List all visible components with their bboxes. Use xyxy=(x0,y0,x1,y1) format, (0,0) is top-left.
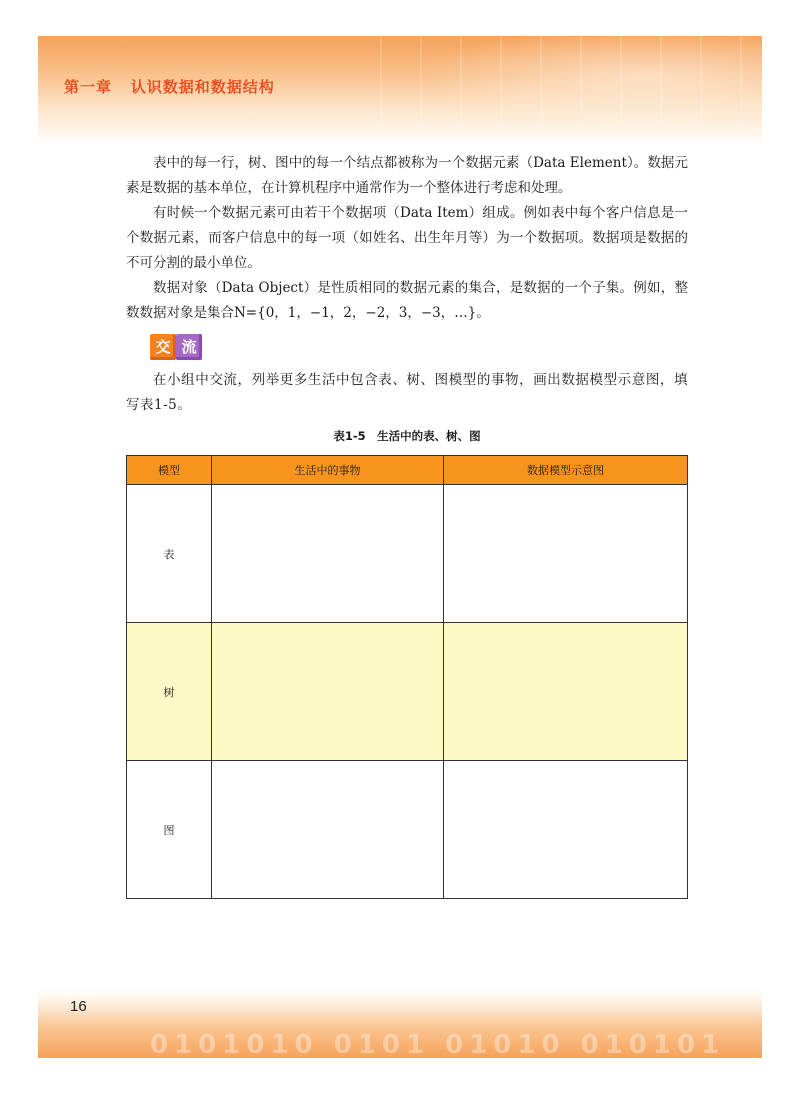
row-model-label: 图 xyxy=(127,761,212,899)
table-row xyxy=(127,761,688,899)
header-decoration xyxy=(380,36,762,136)
exchange-badge xyxy=(150,334,202,360)
body-text xyxy=(126,151,688,326)
chapter-title xyxy=(64,76,275,97)
exchange-instructions xyxy=(126,368,688,418)
badge-char-2: 流 xyxy=(176,334,202,360)
footer-decoration: 0101010 0101 01010 010101 xyxy=(150,1030,726,1058)
paragraph-data-object: 数据对象（Data Object）是性质相同的数据元素的集合，是数据的一个子集。例如，整数数据对象是集合N={0，1，−1，2，−2，3，−3，…}。 xyxy=(126,280,688,321)
paragraph-data-item: 有时候一个数据元素可由若干个数据项（Data Item）组成。例如表中每个客户信息是一个数据元素，而客户信息中的每一项（如姓名、出生年月等）为一个数据项。数据项是数据的不可分割的最小单位。 xyxy=(126,205,688,271)
table-header-row xyxy=(127,456,688,485)
table-row xyxy=(127,485,688,623)
row-things-cell[interactable] xyxy=(212,761,444,899)
table-caption: 表1-5 生活中的表、树、图 xyxy=(333,429,481,443)
row-diagram-cell[interactable] xyxy=(444,623,688,761)
row-things-cell[interactable] xyxy=(212,623,444,761)
page-number: 16 xyxy=(70,998,87,1015)
table-row xyxy=(127,623,688,761)
header-diagram: 数据模型示意图 xyxy=(444,456,688,485)
header-things: 生活中的事物 xyxy=(212,456,444,485)
chapter-number: 第一章 xyxy=(64,78,113,96)
header-model: 模型 xyxy=(127,456,212,485)
row-things-cell[interactable] xyxy=(212,485,444,623)
chapter-name: 认识数据和数据结构 xyxy=(130,78,275,96)
badge-char-1: 交 xyxy=(150,334,176,360)
models-table xyxy=(126,455,688,899)
paragraph-data-element: 表中的每一行，树、图中的每一个结点都被称为一个数据元素（Data Element）。数据元素是数据的基本单位，在计算机程序中通常作为一个整体进行考虑和处理。 xyxy=(126,155,688,196)
exchange-paragraph: 在小组中交流，列举更多生活中包含表、树、图模型的事物，画出数据模型示意图，填写表1-5。 xyxy=(126,372,688,413)
row-diagram-cell[interactable] xyxy=(444,485,688,623)
row-model-label: 表 xyxy=(127,485,212,623)
row-model-label: 树 xyxy=(127,623,212,761)
row-diagram-cell[interactable] xyxy=(444,761,688,899)
